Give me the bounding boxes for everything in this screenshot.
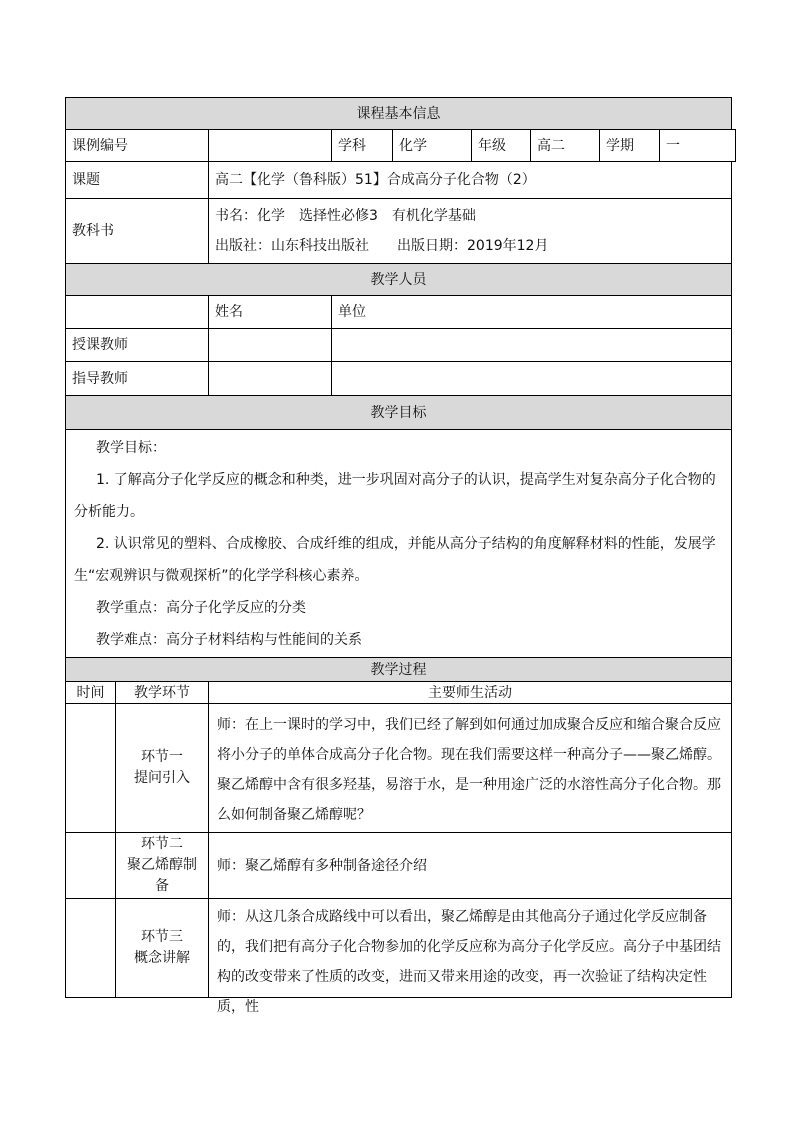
topic-label-cell xyxy=(65,161,209,199)
subject-value: 化学 xyxy=(399,137,427,154)
stage-3-line-1: 环节三 xyxy=(141,929,183,945)
case-number-label-cell xyxy=(65,129,209,162)
goal-item-2: 2. 认识常见的塑料、合成橡胶、合成纤维的组成，并能从高分子结构的角度解释材料的性能，发展学生“宏观辨识与微观探析”的化学学科核心素养。 xyxy=(74,536,716,584)
textbook-name: 书名：化学 选择性必修3 有机化学基础 xyxy=(215,208,476,224)
term-label: 学期 xyxy=(606,137,634,154)
stage-3-line-2: 概念讲解 xyxy=(134,950,190,966)
staff-role-advisor: 指导教师 xyxy=(72,370,128,387)
process-time-cell xyxy=(65,703,116,833)
textbook-label: 教科书 xyxy=(72,223,114,239)
stage-2-line-2: 聚乙烯醇制 xyxy=(127,857,197,873)
term-label-cell xyxy=(599,129,660,162)
staff-unit-cell xyxy=(331,361,732,396)
topic-value: 高二【化学（鲁科版）51】合成高分子化合物（2） xyxy=(215,172,536,188)
subject-value-cell xyxy=(392,129,472,162)
process-stage-cell xyxy=(115,898,209,998)
staff-unit-cell xyxy=(331,328,732,362)
stage-1-line-1: 环节一 xyxy=(141,749,183,765)
grade-label-cell xyxy=(471,129,531,162)
stage-2-line-1: 环节二 xyxy=(141,836,183,852)
process-stage-header: 教学环节 xyxy=(134,684,190,701)
staff-unit-header: 单位 xyxy=(338,304,366,320)
grade-value: 高二 xyxy=(537,137,565,154)
staff-unit-header-cell xyxy=(331,295,732,329)
process-stage-cell xyxy=(115,703,209,833)
activity-1: 师：在上一课时的学习中，我们已经了解到如何通过加成聚合反应和缩合聚合反应将小分子的单体合成高分子化合物。现在我们需要这样一种高分子——聚乙烯醇。聚乙烯醇中含有很多羟基，易溶于水，是一种用途广泛的水溶性高分子化合物。那么如何制备聚乙烯醇呢？ xyxy=(217,717,721,823)
staff-name-cell xyxy=(208,328,332,362)
process-stage-cell xyxy=(115,832,209,899)
process-time-cell xyxy=(65,832,116,899)
process-activity-header: 主要师生活动 xyxy=(428,684,512,701)
goals-header xyxy=(65,395,732,430)
process-activity-header-cell xyxy=(208,681,732,704)
activity-2: 师：聚乙烯醇有多种制备途径介绍 xyxy=(217,857,427,874)
goals-title: 教学目标 xyxy=(370,404,427,421)
term-value: 一 xyxy=(666,137,680,154)
staff-title: 教学人员 xyxy=(370,271,427,288)
textbook-label-cell xyxy=(65,198,209,264)
staff-name-cell xyxy=(208,361,332,396)
course-info-header xyxy=(65,97,732,130)
subject-label-cell xyxy=(331,129,393,162)
stage-1-line-2: 提问引入 xyxy=(134,770,190,786)
textbook-value-cell xyxy=(208,198,732,264)
subject-label: 学科 xyxy=(338,137,366,154)
goals-key-point: 教学重点：高分子化学反应的分类 xyxy=(96,600,306,616)
stage-2-line-3: 备 xyxy=(155,878,169,894)
staff-name-header-cell xyxy=(208,295,332,329)
staff-header xyxy=(65,263,732,296)
process-time-cell xyxy=(65,898,116,998)
process-time-header: 时间 xyxy=(76,684,105,701)
process-header xyxy=(65,657,732,682)
staff-role-lecturer: 授课教师 xyxy=(72,337,128,353)
topic-label: 课题 xyxy=(72,172,100,188)
term-value-cell xyxy=(659,129,736,162)
staff-corner-cell xyxy=(65,295,209,329)
grade-value-cell xyxy=(530,129,600,162)
textbook-publisher: 出版社：山东科技出版社 出版日期：2019年12月 xyxy=(215,238,549,254)
process-activity-cell xyxy=(208,832,732,899)
activity-3: 师：从这几条合成路线中可以看出，聚乙烯醇是由其他高分子通过化学反应制备的，我们把有高分子化合物参加的化学反应称为高分子化学反应。高分子中基团结构的改变带来了性质的改变，进而又带来用途的改变，再一次验证了结构决定性质，性 xyxy=(217,909,721,1015)
process-title: 教学过程 xyxy=(370,661,427,678)
staff-role-cell xyxy=(65,361,209,396)
course-info-title: 课程基本信息 xyxy=(356,105,441,122)
goals-difficulty: 教学难点：高分子材料结构与性能间的关系 xyxy=(96,632,362,648)
process-time-header-cell xyxy=(65,681,116,704)
grade-label: 年级 xyxy=(478,137,506,154)
process-stage-header-cell xyxy=(115,681,209,704)
case-number-label: 课例编号 xyxy=(72,137,128,154)
staff-role-cell xyxy=(65,328,209,362)
process-activity-cell xyxy=(208,898,732,1015)
case-number-value-cell xyxy=(208,129,332,162)
goal-item-1: 1. 了解高分子化学反应的概念和种类，进一步巩固对高分子的认识，提高学生对复杂高分子化合物的分析能力。 xyxy=(74,472,716,520)
goals-intro: 教学目标： xyxy=(96,440,166,456)
staff-name-header: 姓名 xyxy=(215,304,243,320)
goals-body xyxy=(65,429,732,658)
topic-value-cell xyxy=(208,161,732,199)
process-activity-cell xyxy=(208,703,732,833)
